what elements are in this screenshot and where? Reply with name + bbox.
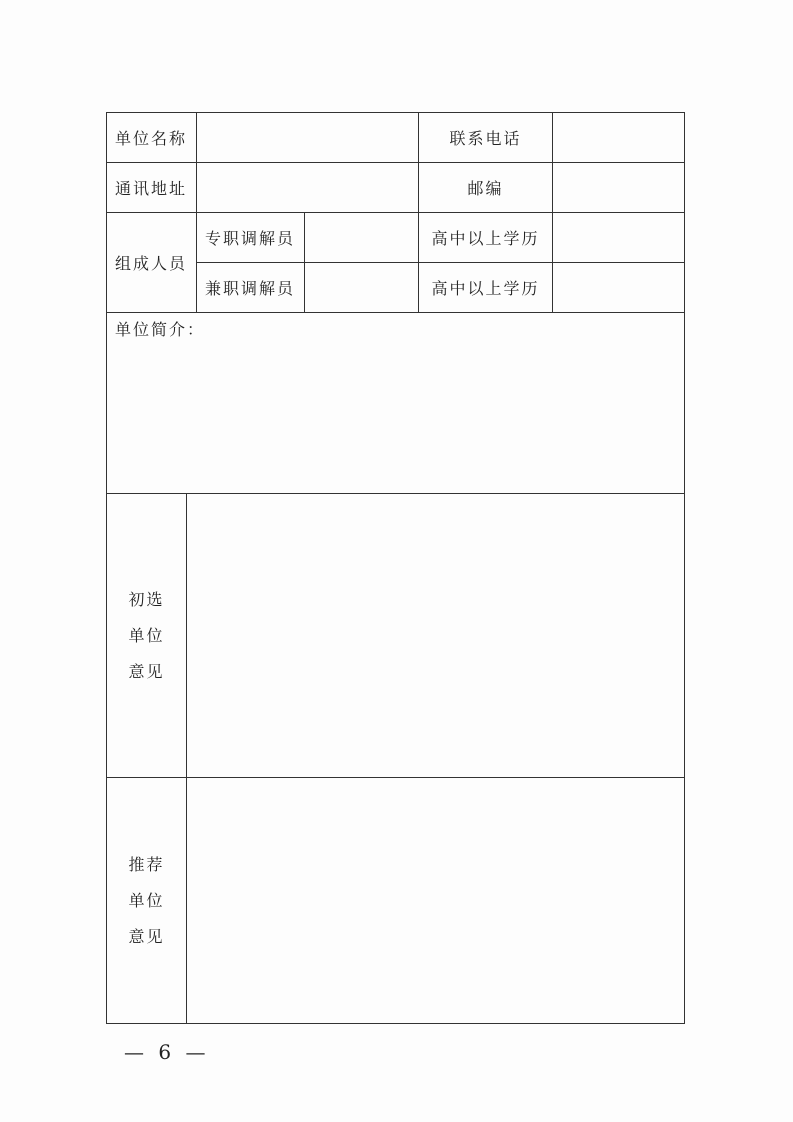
recommend-opinion-line-3: 意见 (128, 926, 165, 946)
fulltime-education-field[interactable] (553, 213, 685, 263)
unit-name-field[interactable] (197, 113, 419, 163)
parttime-mediator-label: 兼职调解员 (197, 263, 305, 313)
row-recommend-opinion (107, 778, 685, 1024)
row-first-opinion (107, 494, 685, 778)
parttime-education-field[interactable] (553, 263, 685, 313)
address-field[interactable] (197, 163, 419, 213)
fulltime-mediator-label: 专职调解员 (197, 213, 305, 263)
members-label: 组成人员 (107, 213, 197, 313)
first-opinion-line-1: 初选 (128, 589, 165, 609)
postcode-field[interactable] (553, 163, 685, 213)
recommend-opinion-label (107, 778, 187, 1024)
row-unit-intro (107, 313, 685, 494)
postcode-label: 邮编 (419, 163, 553, 213)
unit-intro-field[interactable] (107, 313, 685, 494)
row-fulltime-mediators (107, 213, 685, 263)
phone-label: 联系电话 (419, 113, 553, 163)
fulltime-education-label: 高中以上学历 (419, 213, 553, 263)
row-address (107, 163, 685, 213)
first-opinion-line-2: 单位 (128, 625, 165, 645)
recommend-opinion-line-1: 推荐 (128, 854, 165, 874)
phone-field[interactable] (553, 113, 685, 163)
first-opinion-label (107, 494, 187, 778)
unit-intro-label: 单位简介： (115, 320, 206, 339)
address-label: 通讯地址 (107, 163, 197, 213)
parttime-education-label: 高中以上学历 (419, 263, 553, 313)
parttime-mediator-field[interactable] (305, 263, 419, 313)
first-opinion-field[interactable] (187, 494, 685, 778)
unit-name-label: 单位名称 (107, 113, 197, 163)
recommend-opinion-field[interactable] (187, 778, 685, 1024)
row-unit-name (107, 113, 685, 163)
recommend-opinion-line-2: 单位 (128, 890, 165, 910)
first-opinion-line-3: 意见 (128, 661, 165, 681)
fulltime-mediator-field[interactable] (305, 213, 419, 263)
application-form-table (106, 112, 685, 1024)
page-number: — 6 — (124, 1040, 210, 1064)
